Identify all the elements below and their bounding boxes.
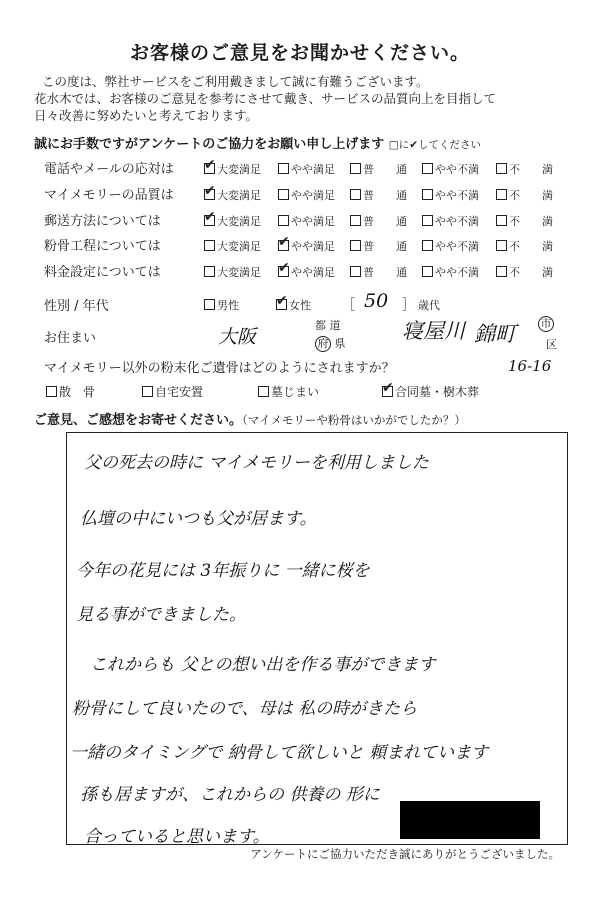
- disposal-option[interactable]: [46, 383, 95, 400]
- disposal-option-label: 自宅安置: [155, 385, 204, 399]
- rating-option-label: やや不満: [435, 215, 479, 228]
- rating-question-label: マイメモリーの品質は: [44, 188, 174, 203]
- rating-option[interactable]: [496, 238, 553, 254]
- footer-thanks: アンケートにご協力いただき誠にありがとうございました。: [250, 847, 560, 861]
- disposal-question: マイメモリー以外の粉末化ご遺骨はどのようにされますか？: [44, 361, 395, 376]
- rating-question-label: 電話やメールの応対は: [44, 162, 174, 177]
- rating-checkbox[interactable]: [204, 240, 215, 251]
- rating-checkbox[interactable]: [350, 266, 361, 277]
- comment-line: これからも 父との想い出を作る事ができます: [90, 655, 436, 675]
- rating-option-label: やや不満: [435, 266, 479, 279]
- bracket-open: ［: [342, 298, 356, 313]
- rating-option-label: 大変満足: [217, 189, 261, 202]
- disposal-option[interactable]: [258, 383, 319, 400]
- rating-option-label: 不 満: [509, 215, 553, 228]
- rating-option[interactable]: [204, 264, 261, 280]
- rating-option-label: 大変満足: [217, 163, 261, 176]
- rating-option-label: やや満足: [291, 215, 335, 228]
- comment-line: 合っていると思います。: [84, 827, 270, 847]
- rating-checkbox[interactable]: [422, 163, 433, 174]
- city-suffix: [538, 316, 554, 332]
- survey-request: [34, 133, 481, 152]
- rating-option[interactable]: [422, 161, 479, 177]
- female-checkbox[interactable]: [276, 299, 287, 310]
- disposal-option-label: 散 骨: [59, 385, 96, 399]
- rating-option-label: 大変満足: [217, 266, 261, 279]
- rating-checkbox[interactable]: [496, 215, 507, 226]
- rating-checkbox[interactable]: [204, 215, 215, 226]
- rating-option[interactable]: [204, 213, 261, 229]
- rating-option[interactable]: [204, 238, 261, 254]
- rating-checkbox[interactable]: [204, 163, 215, 174]
- disposal-checkbox[interactable]: [46, 386, 57, 397]
- rating-option-label: 大変満足: [217, 215, 261, 228]
- rating-option[interactable]: [350, 187, 407, 203]
- rating-checkbox[interactable]: [496, 163, 507, 174]
- rating-checkbox[interactable]: [350, 163, 361, 174]
- rating-checkbox[interactable]: [422, 266, 433, 277]
- rating-option-label: やや満足: [291, 189, 335, 202]
- rating-option[interactable]: [278, 238, 335, 254]
- comment-line: 今年の花見には 3年振りに 一緒に桜を: [76, 561, 370, 581]
- rating-question-label: 料金設定については: [44, 265, 161, 280]
- check-instruction: □に✔してください: [388, 139, 481, 151]
- city-written[interactable]: 寝屋川: [402, 319, 465, 343]
- rating-option-label: 不 満: [509, 189, 553, 202]
- disposal-checkbox[interactable]: [142, 386, 153, 397]
- rating-option-label: 不 満: [509, 240, 553, 253]
- rating-checkbox[interactable]: [422, 215, 433, 226]
- disposal-option[interactable]: [382, 383, 479, 400]
- rating-option-label: 不 満: [509, 266, 553, 279]
- redacted-signature: [400, 801, 540, 839]
- ward-suffix: 区: [546, 338, 557, 351]
- male-checkbox[interactable]: [204, 299, 215, 310]
- rating-option-label: 普 通: [363, 240, 407, 253]
- age-suffix: 歳代: [418, 299, 440, 312]
- female-option[interactable]: ✔ 女性: [276, 297, 311, 313]
- rating-option[interactable]: [496, 264, 553, 280]
- comment-line: 父の死去の時に マイメモリーを利用しました: [84, 453, 429, 473]
- disposal-checkbox[interactable]: [258, 386, 269, 397]
- intro-line-1: この度は、弊社サービスをご利用戴きまして誠に有難うございます。: [42, 74, 429, 89]
- rating-checkbox[interactable]: [350, 215, 361, 226]
- rating-option[interactable]: [422, 238, 479, 254]
- rating-question-label: 郵送方法については: [44, 214, 161, 229]
- comment-line: 孫も居ますが、これからの 供養の 形に: [80, 785, 380, 805]
- bracket-close: ］: [402, 298, 416, 313]
- rating-checkbox[interactable]: [278, 215, 289, 226]
- rating-option-label: 普 通: [363, 189, 407, 202]
- disposal-option[interactable]: [142, 383, 203, 400]
- rating-option[interactable]: [496, 213, 553, 229]
- disposal-option-label: 合同墓・樹木葬: [395, 385, 480, 399]
- comment-line: 粉骨にして良いたので、母は 私の時がきたら: [72, 699, 418, 719]
- rating-checkbox[interactable]: [496, 189, 507, 200]
- rating-checkbox[interactable]: [350, 240, 361, 251]
- rating-option[interactable]: [422, 264, 479, 280]
- rating-option[interactable]: [496, 161, 553, 177]
- rating-checkbox[interactable]: [278, 189, 289, 200]
- rating-checkbox[interactable]: [422, 189, 433, 200]
- rating-checkbox[interactable]: [350, 189, 361, 200]
- rating-checkbox[interactable]: [278, 163, 289, 174]
- rating-option[interactable]: [350, 161, 407, 177]
- rating-option-label: やや不満: [435, 189, 479, 202]
- survey-request-text: 誠にお手数ですがアンケートのご協力をお願い申し上げます: [34, 137, 385, 152]
- rating-option-label: やや満足: [291, 240, 335, 253]
- fu-circled: 府: [315, 336, 331, 352]
- rating-checkbox[interactable]: [204, 266, 215, 277]
- rating-checkbox[interactable]: [496, 266, 507, 277]
- rating-option[interactable]: [422, 187, 479, 203]
- gender-age-label: 性別 / 年代: [44, 299, 109, 314]
- rating-option[interactable]: [350, 264, 407, 280]
- rating-question-label: 粉骨工程については: [44, 239, 161, 254]
- rating-checkbox[interactable]: [278, 240, 289, 251]
- rating-checkbox[interactable]: [422, 240, 433, 251]
- pref-suffix-to-do: 都 道: [315, 319, 341, 332]
- check-mark-icon: ✔: [409, 139, 418, 151]
- rating-option-label: 不 満: [509, 163, 553, 176]
- rating-option[interactable]: [350, 213, 407, 229]
- male-option[interactable]: 男性: [204, 297, 239, 313]
- rating-option-label: 普 通: [363, 163, 407, 176]
- rating-option[interactable]: [278, 161, 335, 177]
- comment-line: 仏壇の中にいつも父が居ます。: [80, 509, 317, 529]
- rating-option-label: 普 通: [363, 215, 407, 228]
- comment-line: 見る事ができました。: [76, 605, 246, 625]
- street-number-written[interactable]: 16-16: [508, 357, 552, 375]
- intro-line-2: 花水木では、お客様のご意見を参考にさせて戴き、サービスの品質向上を目指して: [34, 91, 497, 106]
- rating-option[interactable]: [422, 213, 479, 229]
- rating-option-label: やや不満: [435, 240, 479, 253]
- comments-heading: ご意見、ご感想をお寄せください。（マイメモリーや粉骨はいかがでしたか？）: [34, 413, 466, 428]
- rating-option[interactable]: [204, 187, 261, 203]
- rating-option[interactable]: [278, 264, 335, 280]
- rating-option[interactable]: [278, 213, 335, 229]
- disposal-option-label: 墓じまい: [271, 385, 320, 399]
- page-title: お客様のご意見をお聞かせください。: [129, 42, 470, 64]
- rating-option[interactable]: [350, 238, 407, 254]
- comment-line: 一緒のタイミングで 納骨して欲しいと 頼まれています: [70, 743, 489, 763]
- rating-option[interactable]: [278, 187, 335, 203]
- rating-option-label: やや満足: [291, 266, 335, 279]
- disposal-checkbox[interactable]: [382, 386, 393, 397]
- rating-checkbox[interactable]: [278, 266, 289, 277]
- pref-suffix-fu-ken: 府 県: [315, 335, 346, 352]
- rating-option-label: 普 通: [363, 266, 407, 279]
- city-circled: 市: [538, 316, 554, 332]
- prefecture-written[interactable]: 大阪: [218, 326, 257, 348]
- rating-checkbox[interactable]: [204, 189, 215, 200]
- rating-checkbox[interactable]: [496, 240, 507, 251]
- rating-option[interactable]: [496, 187, 553, 203]
- intro-line-3: 日々改善に努めたいと考えております。: [34, 108, 259, 123]
- rating-option[interactable]: [204, 161, 261, 177]
- rating-option-label: やや満足: [291, 163, 335, 176]
- rating-option-label: やや不満: [435, 163, 479, 176]
- rating-option-label: 大変満足: [217, 240, 261, 253]
- town-written[interactable]: 錦町: [474, 322, 516, 346]
- address-label: お住まい: [44, 331, 97, 346]
- age-value[interactable]: 50: [364, 290, 389, 312]
